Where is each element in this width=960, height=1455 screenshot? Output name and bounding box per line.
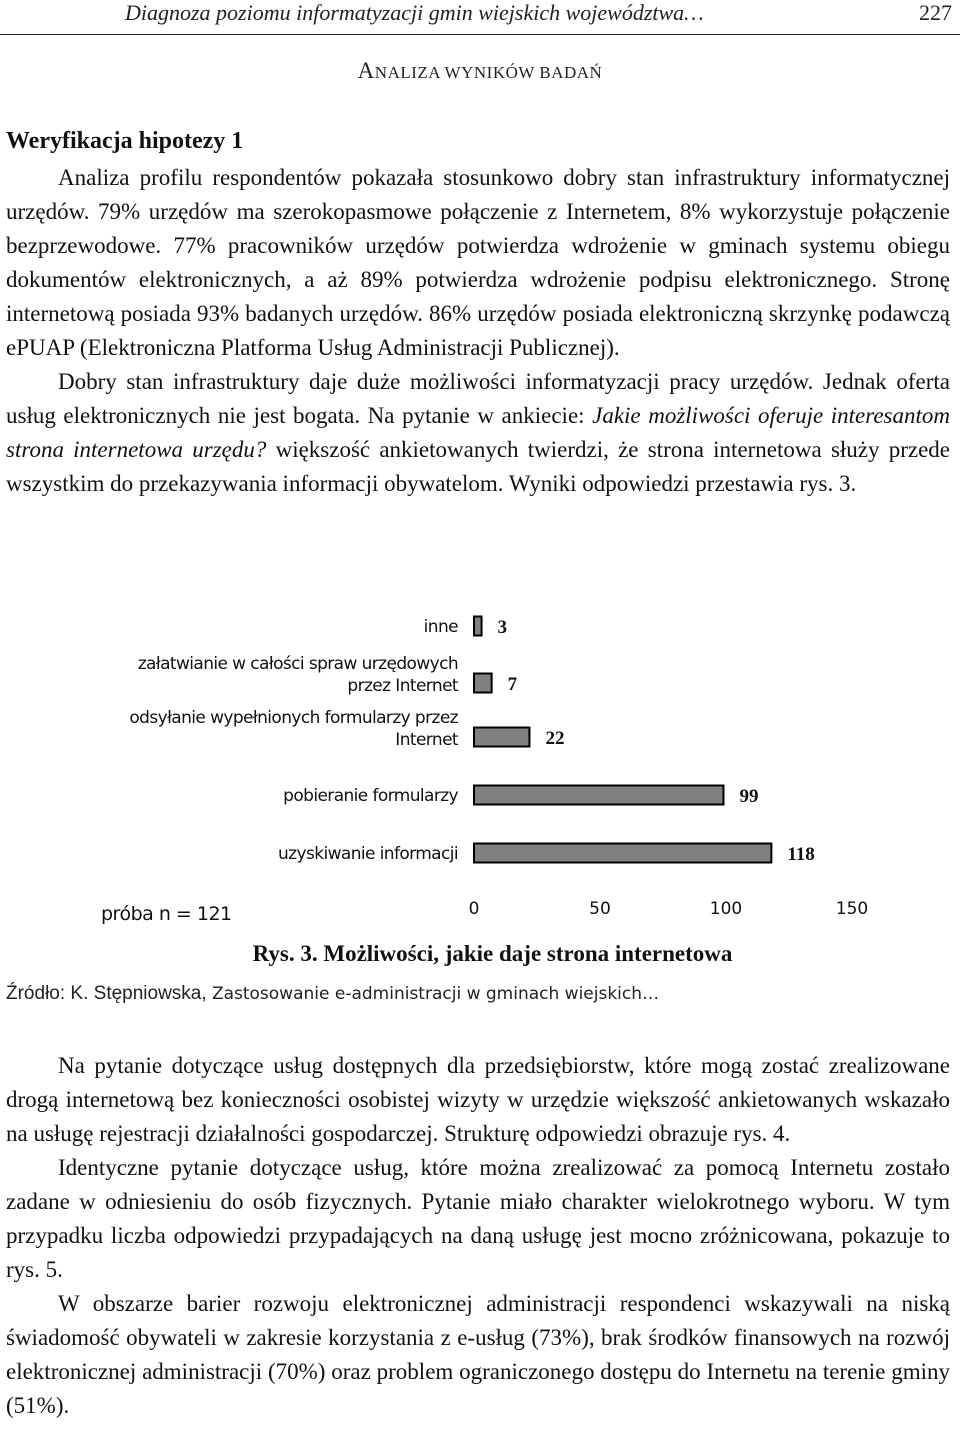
chart-bar <box>474 786 723 805</box>
category-label: odsyłanie wypełnionych formularzy przez <box>129 708 458 728</box>
x-tick-label: 100 <box>709 899 743 919</box>
category-label: uzyskiwanie informacji <box>277 844 458 864</box>
data-label: 118 <box>787 844 815 865</box>
figure-caption <box>0 941 960 967</box>
chart-bar <box>474 728 529 747</box>
caption-label: Rys. 3. <box>252 941 318 966</box>
caption-title: Możliwości, jakie daje strona internetowa <box>323 941 733 966</box>
x-tick-label: 50 <box>589 899 611 919</box>
sample-note: próba n = 121 <box>101 903 232 925</box>
paragraph: Analiza profilu respondentów pokazała stosunkowo dobry stan infrastruktury informatycznej urzędów. 79% urzędów ma szerokopasmowe połączenie z Internetem, 8% wykorzystuje połączenie bezprzewodowe. 77% pracowników urzędów potwierdza wdrożenie w gminach systemu obiegu dokumentów elektronicznych, a aż 89% potwierdza wdrożenie podpisu elektronicznego. Stronę internetową posiada 93% badanych urzędów. 86% urzędów posiada elektroniczną skrzynkę podawczą ePUAP (Elektroniczna Platforma Usług Administracji Publicznej). <box>6 165 950 360</box>
survey-question: Jakie możliwości oferuje interesantom strona internetowa urzędu? <box>6 403 950 462</box>
paragraph: Na pytanie dotyczące usług dostępnych dla przedsiębiorstw, które mogą zostać zrealizowane drogą internetową bez konieczności osobistej wizyty w urzędzie większość ankietowanych wskazało na usługę rejestracji działalności gospodarczej. Strukturę odpowiedzi obrazuje rys. 4. <box>6 1053 950 1146</box>
data-label: 7 <box>507 674 518 695</box>
paragraph <box>6 365 950 501</box>
page-header <box>0 0 960 35</box>
page-number: 227 <box>919 0 952 25</box>
source-prefix: Źródło: K. Stępniowska, <box>6 983 212 1004</box>
category-label: przez Internet <box>347 676 458 696</box>
source-text: Zastosowanie e-administracji w gminach wiejskich… <box>211 984 660 1004</box>
x-tick-label: 150 <box>835 899 869 919</box>
section-title <box>0 58 960 84</box>
section-title-rest: NALIZA WYNIKÓW BADAŃ <box>374 63 603 82</box>
paragraph-text: Dobry stan infrastruktury daje duże możliwości informatyzacji pracy urzędów. Jednak oferta usług elektronicznych nie jest bogata. Na pytanie w ankiecie: <box>6 369 950 428</box>
data-label: 99 <box>739 786 759 807</box>
bar-chart <box>0 605 960 935</box>
heading: Weryfikacja hipotezy 1 <box>6 128 244 154</box>
chart-bar <box>474 674 492 693</box>
body-text-top <box>6 161 950 501</box>
chart-bar <box>474 844 771 863</box>
data-label: 3 <box>497 617 508 638</box>
x-tick-label: 0 <box>468 899 480 919</box>
figure-source <box>6 983 659 1005</box>
category-label: pobieranie formularzy <box>283 786 458 806</box>
chart-bar <box>474 617 482 636</box>
paragraph: W obszarze barier rozwoju elektronicznej administracji respondenci wskazywali na niską świadomość obywateli w zakresie korzystania z e-usług (73%), brak środków finansowych na rozwój elektronicznej administracji (70%) oraz problem ograniczonego dostępu do Internetu na terenie gminy (51%). <box>6 1291 950 1418</box>
category-label: Internet <box>395 730 458 750</box>
category-label: załatwianie w całości spraw urzędowych <box>137 654 458 674</box>
body-text-bottom <box>6 1049 950 1423</box>
figure-chart <box>0 605 960 935</box>
paragraph-text: większość ankietowanych twierdzi, że strona internetowa służy przede wszystkim do przekazywania informacji obywatelom. Wyniki odpowiedzi przestawia rys. 3. <box>6 437 950 496</box>
paragraph: Identyczne pytanie dotyczące usług, które można zrealizować za pomocą Internetu zostało zadane w odniesieniu do osób fizycznych. Pytanie miało charakter wielokrotnego wyboru. W tym przypadku liczba odpowiedzi przypadających na daną usługę jest mocno zróżnicowana, pokazuje to rys. 5. <box>6 1155 950 1282</box>
category-label: inne <box>423 617 458 637</box>
running-title: Diagnoza poziomu informatyzacji gmin wiejskich województwa… <box>125 0 704 25</box>
data-label: 22 <box>545 728 565 749</box>
section-title-initial: A <box>357 58 375 83</box>
